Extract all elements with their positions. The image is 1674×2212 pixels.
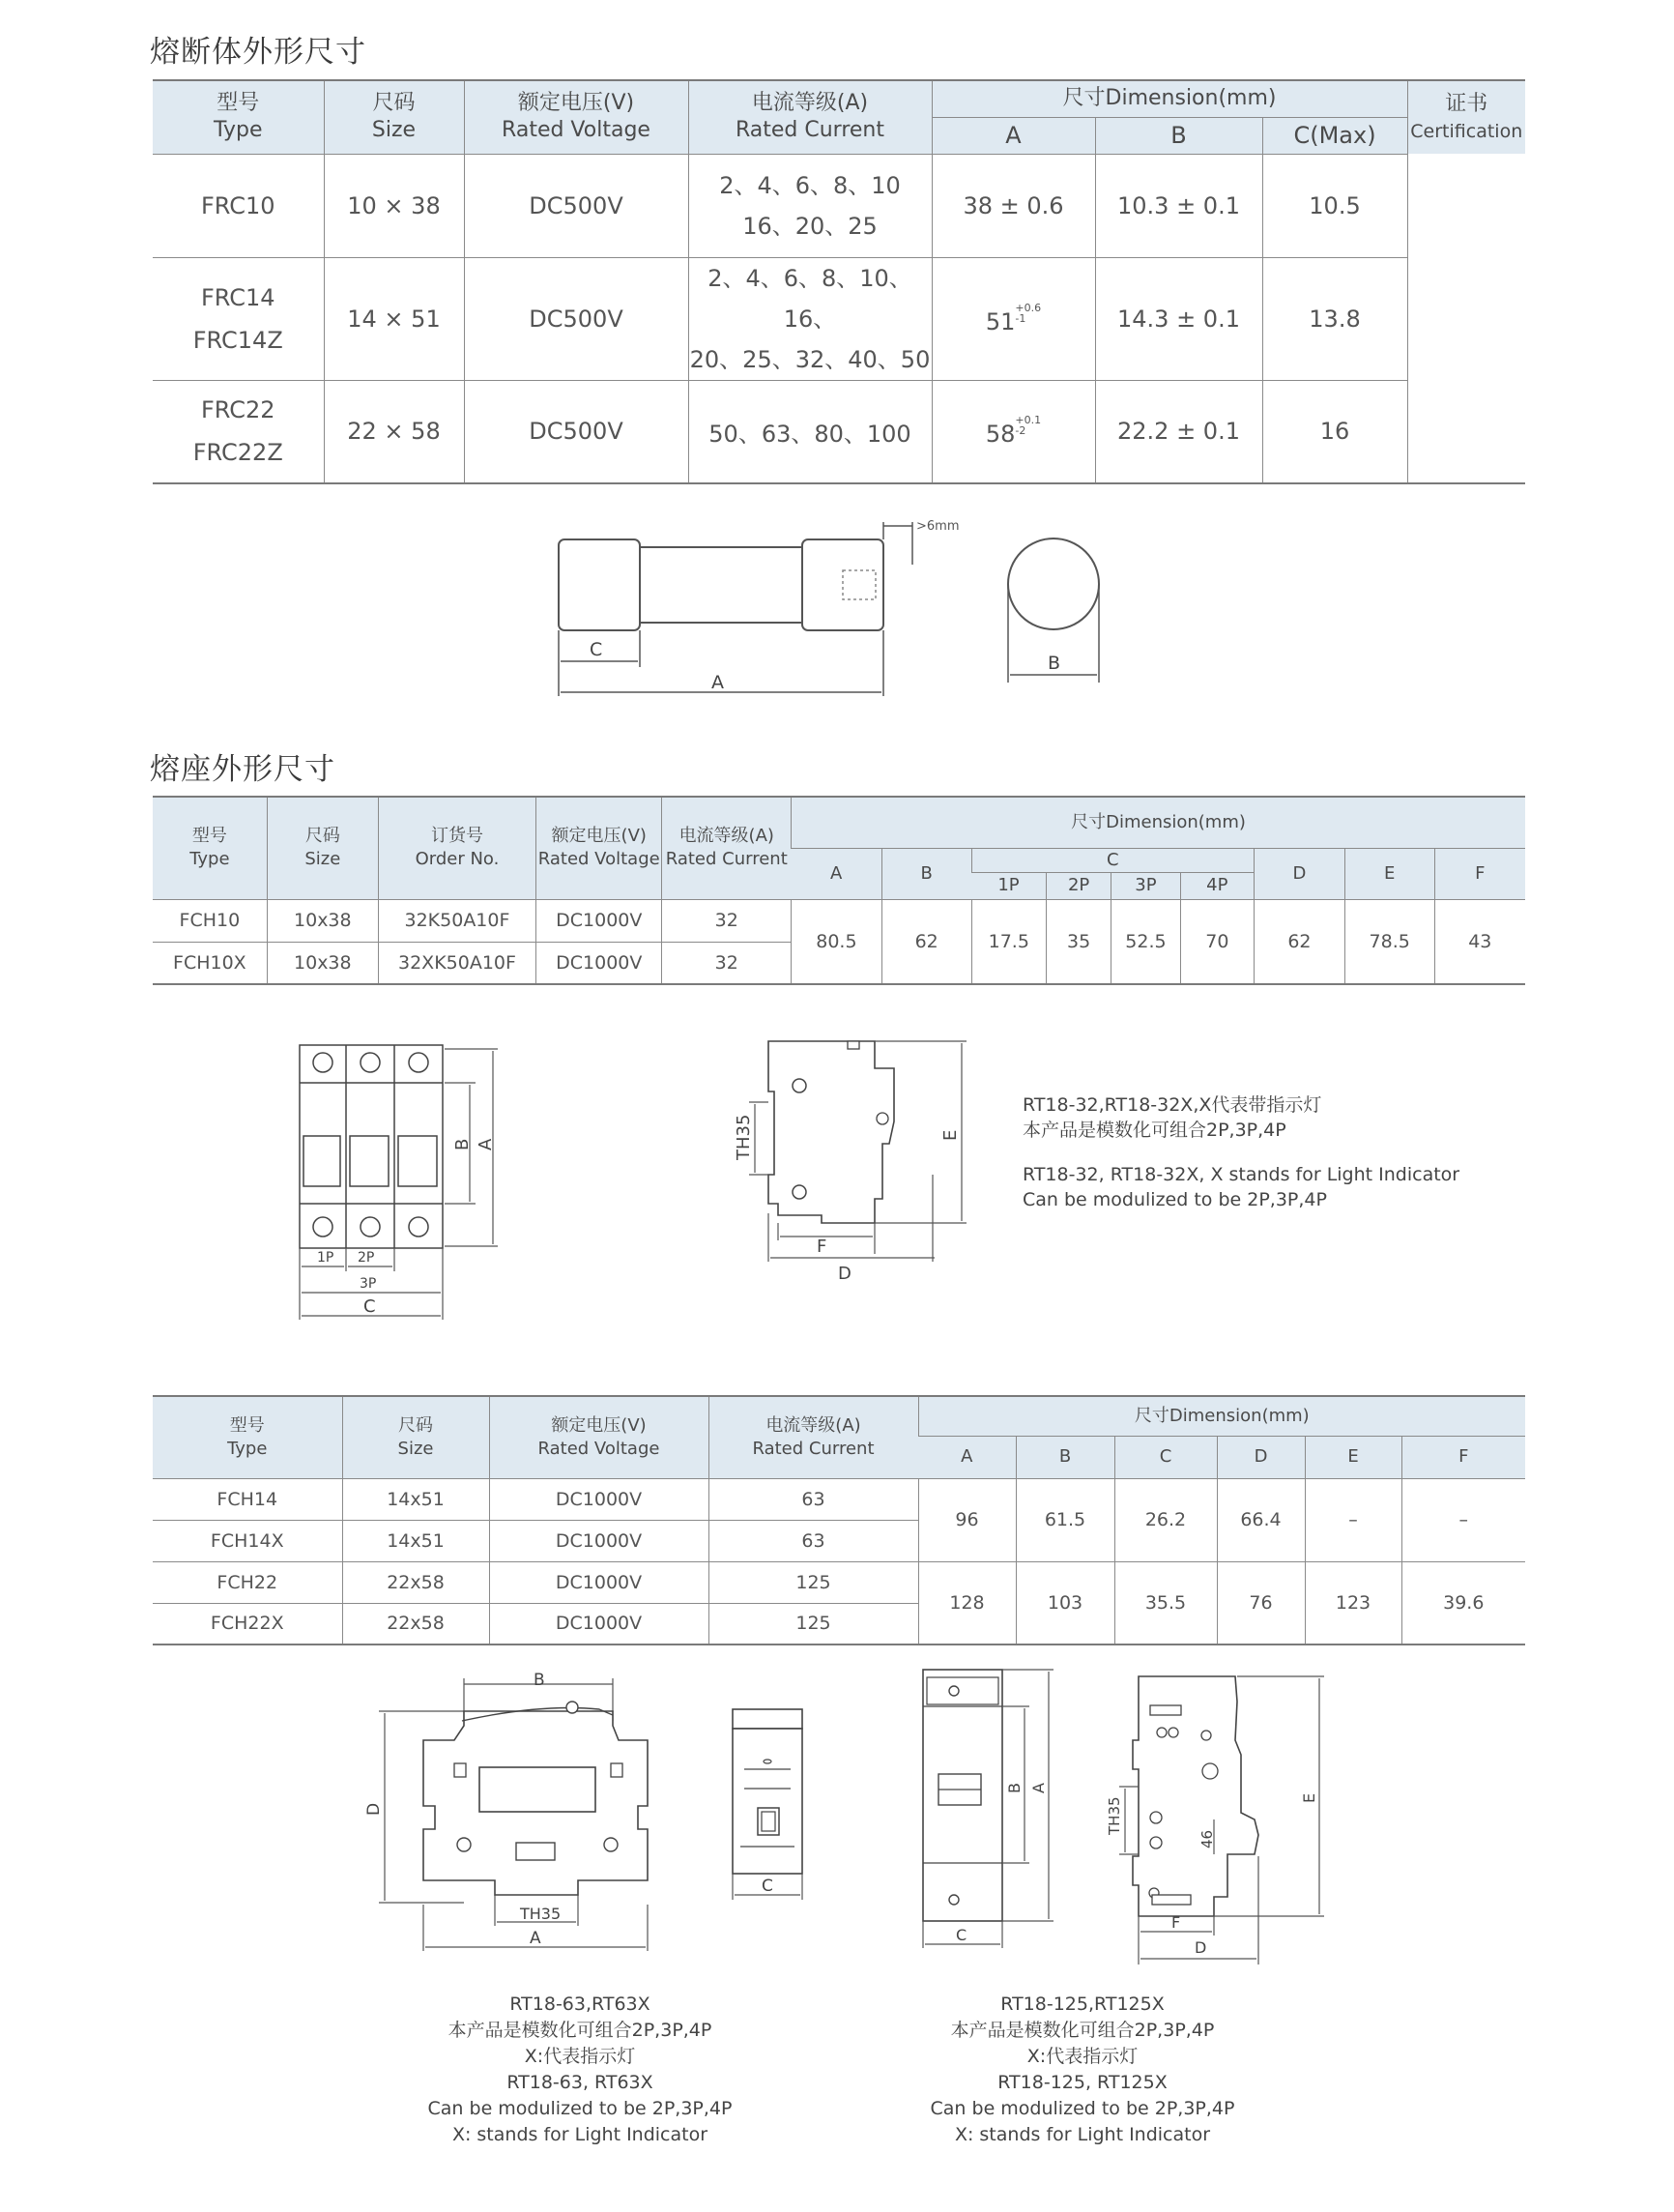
section2-title: 熔座外形尺寸 — [150, 752, 335, 787]
label-d: D — [1195, 1938, 1207, 1957]
header-c: C(Max) — [1262, 117, 1407, 154]
cell-f: 39.6 — [1401, 1561, 1525, 1644]
label-2p: 2P — [358, 1250, 375, 1266]
cell-c: 35.5 — [1114, 1561, 1217, 1644]
cell-d: 76 — [1217, 1561, 1305, 1644]
cell-type: FCH14 — [153, 1478, 342, 1520]
cell-type: FCH22 — [153, 1561, 342, 1603]
cell-voltage: DC500V — [464, 257, 688, 380]
header-dimension: 尺寸Dimension(mm) — [792, 797, 1525, 848]
header-certification: 证书 Certification — [1407, 80, 1525, 154]
header-current: 电流等级(A) Rated Current — [708, 1396, 918, 1478]
cell-b: 103 — [1016, 1561, 1114, 1644]
cell-current: 2、4、6、8、10、16、 20、25、32、40、50 — [688, 257, 932, 380]
label-d: D — [364, 1802, 384, 1816]
label-1p: 1P — [317, 1250, 334, 1266]
cell-certification — [1407, 154, 1525, 483]
cell-size: 10x38 — [267, 899, 378, 942]
header-voltage: 额定电压(V) Rated Voltage — [464, 80, 688, 154]
label-f: F — [1171, 1913, 1181, 1932]
cell-f: 43 — [1434, 899, 1525, 984]
label-th35: TH35 — [1106, 1796, 1123, 1835]
cell-voltage: DC1000V — [489, 1520, 708, 1561]
cell-size: 14x51 — [342, 1520, 489, 1561]
cell-c4: 70 — [1180, 899, 1254, 984]
label-c: C — [956, 1926, 967, 1944]
cell-d: 62 — [1255, 899, 1345, 984]
cell-voltage: DC1000V — [536, 899, 662, 942]
header-b: B — [881, 848, 971, 899]
fuse-link-dimension-table — [153, 79, 1525, 484]
cell-current: 2、4、6、8、10 16、20、25 — [688, 154, 932, 257]
table-row — [153, 257, 1525, 380]
cell-c: 26.2 — [1114, 1478, 1217, 1561]
cell-size: 14x51 — [342, 1478, 489, 1520]
fuse-holder-table-10 — [153, 796, 1525, 985]
cell-c: 16 — [1262, 380, 1407, 483]
header-c-1p: 1P — [971, 872, 1046, 899]
header-voltage: 额定电压(V) Rated Voltage — [489, 1396, 708, 1478]
header-d: D — [1217, 1436, 1305, 1478]
cell-e: 78.5 — [1344, 899, 1434, 984]
label-c: C — [590, 639, 603, 660]
label-6mm: >6mm — [916, 519, 960, 534]
header-c-2p: 2P — [1047, 872, 1111, 899]
cell-current: 125 — [708, 1561, 918, 1603]
cell-d: 66.4 — [1217, 1478, 1305, 1561]
label-b: B — [452, 1138, 473, 1150]
table-row — [153, 899, 1525, 942]
holder-125-front-drawing — [913, 1658, 1078, 1967]
fuse-link-drawing — [541, 503, 1140, 706]
label-th35: TH35 — [734, 1114, 754, 1160]
label-th35: TH35 — [520, 1905, 562, 1923]
header-c: C — [971, 848, 1255, 872]
cell-type: FCH22X — [153, 1603, 342, 1644]
cell-type: FCH10 — [153, 899, 267, 942]
cell-c2: 35 — [1047, 899, 1111, 984]
header-voltage: 额定电压(V) Rated Voltage — [536, 797, 662, 899]
label-b: B — [1048, 653, 1061, 674]
table-row — [153, 380, 1525, 483]
header-c-4p: 4P — [1180, 872, 1254, 899]
header-e: E — [1344, 848, 1434, 899]
header-f: F — [1401, 1436, 1525, 1478]
cell-a: 38 ± 0.6 — [932, 154, 1095, 257]
header-b: B — [1095, 117, 1262, 154]
cell-order: 32K50A10F — [378, 899, 535, 942]
header-e: E — [1305, 1436, 1401, 1478]
cell-current: 32 — [662, 899, 792, 942]
cell-e: 123 — [1305, 1561, 1401, 1644]
label-a: A — [1029, 1783, 1048, 1793]
label-c: C — [363, 1296, 376, 1317]
header-size: 尺码 Size — [324, 80, 464, 154]
cell-type: FRC22 FRC22Z — [153, 380, 324, 483]
header-size: 尺码 Size — [342, 1396, 489, 1478]
cell-size: 22x58 — [342, 1561, 489, 1603]
label-d: D — [838, 1264, 851, 1284]
label-46: 46 — [1198, 1829, 1216, 1848]
cell-a: 128 — [918, 1561, 1016, 1644]
label-c: C — [762, 1877, 773, 1896]
cell-f: – — [1401, 1478, 1525, 1561]
holder-10-front-drawing — [290, 1039, 512, 1329]
cell-voltage: DC1000V — [489, 1603, 708, 1644]
section1-title: 熔断体外形尺寸 — [150, 35, 366, 70]
table-row — [153, 1478, 1525, 1520]
header-a: A — [918, 1436, 1016, 1478]
header-f: F — [1434, 848, 1525, 899]
cell-a: 80.5 — [792, 899, 882, 984]
holder-125-caption: RT18-125,RT125X 本产品是模数化可组合2P,3P,4P X:代表指示灯 RT18-125, RT125X Can be modulized to be 2P,3P,4P X: stands for Light Indicator — [930, 1994, 1235, 2145]
cell-size: 10x38 — [267, 942, 378, 984]
cell-size: 22x58 — [342, 1603, 489, 1644]
header-c: C — [1114, 1436, 1217, 1478]
cell-type: FCH14X — [153, 1520, 342, 1561]
label-e: E — [940, 1129, 961, 1141]
cell-voltage: DC500V — [464, 380, 688, 483]
label-a: A — [711, 672, 724, 693]
cell-type: FRC14 FRC14Z — [153, 257, 324, 380]
holder-125-side-drawing — [1092, 1663, 1343, 1972]
header-type: 型号 Type — [153, 797, 267, 899]
holder-10-note: RT18-32,RT18-32X,X代表带指示灯 本产品是模数化可组合2P,3P,4P RT18-32, RT18-32X, X stands for Light Indicator Can be modulized to be 2P,3P,4P — [1023, 1094, 1460, 1210]
cell-current: 32 — [662, 942, 792, 984]
cell-type: FRC10 — [153, 154, 324, 257]
cell-voltage: DC500V — [464, 154, 688, 257]
header-type: 型号 Type — [153, 1396, 342, 1478]
label-f: F — [817, 1237, 827, 1257]
header-current: 电流等级(A) Rated Current — [688, 80, 932, 154]
label-a: A — [476, 1138, 496, 1150]
holder-63-side-drawing — [727, 1702, 823, 1914]
header-type: 型号 Type — [153, 80, 324, 154]
cell-type: FCH10X — [153, 942, 267, 984]
cell-voltage: DC1000V — [536, 942, 662, 984]
holder-63-drawing — [358, 1673, 667, 1953]
header-order-no: 订货号 Order No. — [378, 797, 535, 899]
header-d: D — [1255, 848, 1345, 899]
header-b: B — [1016, 1436, 1114, 1478]
cell-b: 22.2 ± 0.1 — [1095, 380, 1262, 483]
cell-b: 10.3 ± 0.1 — [1095, 154, 1262, 257]
cell-c3: 52.5 — [1111, 899, 1180, 984]
holder-63-caption: RT18-63,RT63X 本产品是模数化可组合2P,3P,4P X:代表指示灯 RT18-63, RT63X Can be modulized to be 2P,3P,4P X: stands for Light Indicator — [427, 1994, 733, 2145]
header-a: A — [792, 848, 882, 899]
header-size: 尺码 Size — [267, 797, 378, 899]
cell-a: $51^{+0.6 -1}$ — [932, 257, 1095, 380]
header-dimension: 尺寸Dimension(mm) — [918, 1396, 1525, 1436]
header-current: 电流等级(A) Rated Current — [662, 797, 792, 899]
cell-c: 10.5 — [1262, 154, 1407, 257]
cell-voltage: DC1000V — [489, 1478, 708, 1520]
cell-order: 32XK50A10F — [378, 942, 535, 984]
cell-b: 61.5 — [1016, 1478, 1114, 1561]
holder-10-side-drawing — [720, 1030, 981, 1291]
header-c-3p: 3P — [1111, 872, 1180, 899]
cell-current: 50、63、80、100 — [688, 380, 932, 483]
cell-current: 125 — [708, 1603, 918, 1644]
cell-e: – — [1305, 1478, 1401, 1561]
cell-a: 96 — [918, 1478, 1016, 1561]
cell-c1: 17.5 — [971, 899, 1046, 984]
cell-current: 63 — [708, 1478, 918, 1520]
table-row — [153, 154, 1525, 257]
label-a: A — [530, 1929, 541, 1948]
label-3p: 3P — [360, 1276, 377, 1292]
cell-c: 13.8 — [1262, 257, 1407, 380]
header-a: A — [932, 117, 1095, 154]
header-dimension: 尺寸Dimension(mm) — [932, 80, 1407, 117]
cell-a: $58^{+0.1 -2}$ — [932, 380, 1095, 483]
cell-b: 62 — [881, 899, 971, 984]
cell-size: 10 × 38 — [324, 154, 464, 257]
cell-b: 14.3 ± 0.1 — [1095, 257, 1262, 380]
label-e: E — [1300, 1792, 1318, 1803]
cell-voltage: DC1000V — [489, 1561, 708, 1603]
cell-size: 22 × 58 — [324, 380, 464, 483]
fuse-holder-table-14-22 — [153, 1395, 1525, 1645]
cell-current: 63 — [708, 1520, 918, 1561]
label-b: B — [1005, 1783, 1024, 1793]
label-b: B — [534, 1673, 545, 1690]
cell-size: 14 × 51 — [324, 257, 464, 380]
table-row — [153, 1561, 1525, 1603]
